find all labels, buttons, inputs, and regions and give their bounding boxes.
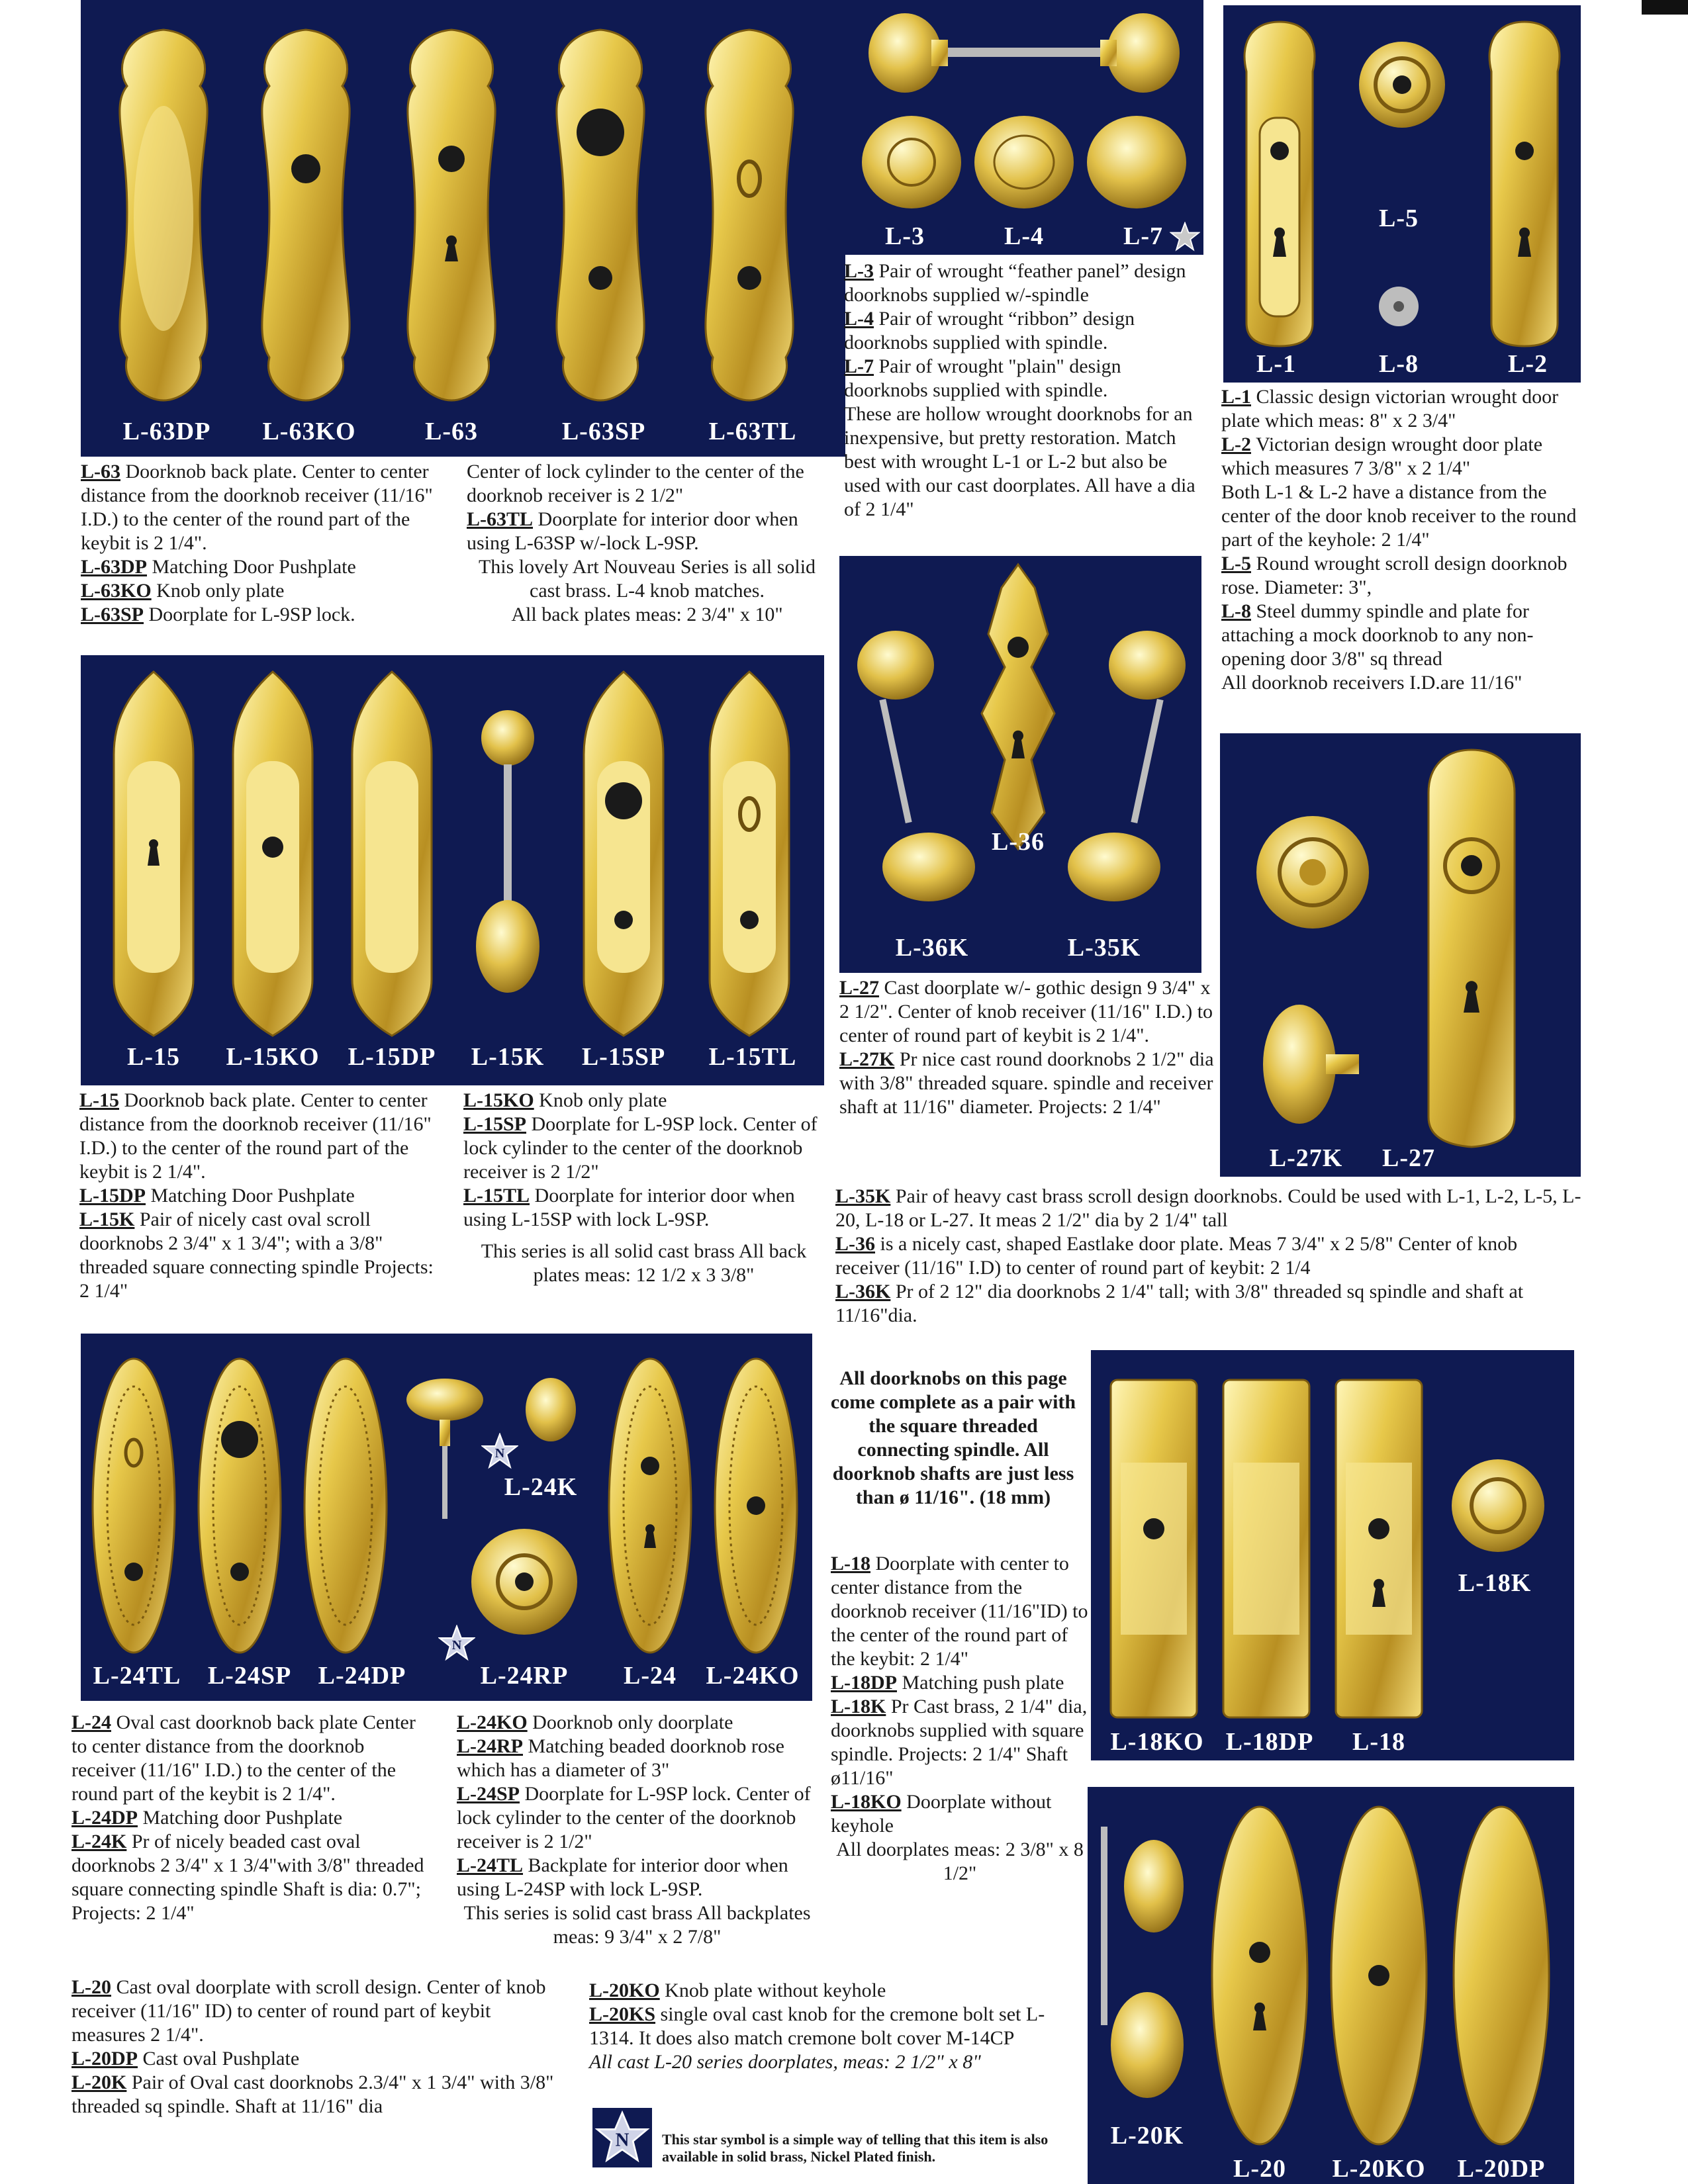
label-l8: L-8 [1221,600,1251,622]
desc-l15sp: Doorplate for L-9SP lock. Center of lock cylinder to the center of the doorknob receiver is 2 1/2" [463,1113,818,1183]
desc-l24rp: Matching beaded doorknob rose which has a diameter of 3" [457,1735,784,1781]
caption-l20ko: L-20KO [1332,2155,1426,2183]
desc-l2: Victorian design wrought door plate which measures 7 3/8" x 2 1/4" [1221,433,1543,479]
label-l24tl: L-24TL [457,1854,524,1876]
label-l18k: L-18K [831,1696,886,1717]
caption-l27k: L-27K [1269,1144,1343,1172]
product-photo-l27 [1220,733,1581,1177]
plate-l20 [1207,1800,1313,2151]
caption-l36: L-36 [992,828,1045,856]
caption-l15ko: L-15KO [226,1043,320,1071]
caption-l3: L-3 [885,222,925,250]
desc-receivers: All doorknob receivers I.D.are 11/16" [1221,672,1523,694]
knob-l4 [971,113,1077,212]
label-l18dp: L-18DP [831,1672,897,1694]
rose-l24rp [468,1525,581,1638]
label-l27: L-27 [839,977,879,999]
desc-l15: Doorknob back plate. Center to center distance from the doorknob receiver (11/16" I.D.) to the center of the round part of the keybit is 2 1/4". [79,1089,432,1183]
desc-l20: Cast oval doorplate with scroll design. Center of knob receiver (11/16" ID) to center of round part of keybit measures 2 1/4". [71,1976,546,2046]
text-l20-left [71,1976,555,2118]
desc-l15ko: Knob only plate [534,1089,667,1111]
plate-l15tl [696,668,802,1039]
desc-l20ko: Knob plate without keyhole [659,1979,886,2001]
product-photo-l15 [81,655,824,1085]
caption-l18k: L-18K [1458,1569,1532,1597]
desc-l24k: Pr of nicely beaded cast oval doorknobs 2 3/4" x 1 3/4"with 3/8" threaded square connecting spindle Shaft is dia: 0.7"; Projects: 2 1/4" [71,1831,424,1924]
plate-l15 [101,668,207,1039]
desc-l18: Doorplate with center to center distance from the doorknob receiver (11/16"ID) to the center of the round part of the keybit: 2 1/4" [831,1553,1088,1670]
desc-l24tl: Backplate for interior door when using L-24SP with lock L-9SP. [457,1854,788,1900]
caption-l15sp: L-15SP [581,1043,666,1071]
corner-mark [1642,0,1688,15]
caption-l15tl: L-15TL [708,1043,797,1071]
desc-l3: Pair of wrought “feather panel” design doorknobs supplied w/-spindle [844,260,1186,306]
caption-l1: L-1 [1256,350,1296,378]
text-l63-right [467,460,827,627]
knob-l24k-face [518,1373,584,1446]
text-l35-l36 [835,1185,1583,1328]
doorknob-notice: All doorknobs on this page come complete as a pair with the square threaded connecting spindle. All doorknob shafts are just less than ø 11/16". (18 mm) [830,1367,1076,1508]
label-l63sp: L-63SP [81,604,144,625]
knob-l24k [405,1373,485,1532]
desc-l15-series: This series is all solid cast brass All back plates meas: 12 1/2 x 3 3/8" [481,1240,807,1286]
desc-l27k: Pr nice cast round doorknobs 2 1/2" dia with 3/8" threaded square. spindle and receiver shaft at 11/16" diameter. Projects: 2 1/4" [839,1048,1214,1118]
label-l20k: L-20K [71,2071,127,2093]
plate-l20dp [1448,1800,1554,2151]
label-l15ko: L-15KO [463,1089,534,1111]
caption-l27: L-27 [1382,1144,1435,1172]
desc-l18ko: Doorplate without keyhole [831,1791,1052,1837]
desc-l63sp-center: Center of lock cylinder to the center of the doorknob receiver is 2 1/2" [467,461,804,506]
star-letter: N [451,1637,462,1653]
caption-l20k: L-20K [1110,2122,1184,2150]
nickel-star-icon [438,1625,475,1662]
plate-l27 [1412,747,1531,1150]
plate-l18 [1329,1377,1429,1721]
plate-l63dp [107,26,220,404]
desc-l20k: Pair of Oval cast doorknobs 2.3/4" x 1 3/4" with 3/8" threaded sq spindle. Shaft at 11/16" dia [71,2071,554,2117]
plate-l15dp [339,668,445,1039]
spindle-plate-l8 [1376,283,1422,330]
caption-l15k: L-15K [471,1043,545,1071]
caption-l63sp: L-63SP [561,418,646,445]
desc-l20dp: Cast oval Pushplate [138,2048,300,2070]
desc-l24-series: This series is solid cast brass All backplates meas: 9 3/4" x 2 7/8" [463,1902,811,1948]
label-l18: L-18 [831,1553,870,1574]
label-l27k: L-27K [839,1048,895,1070]
knob-l7 [1084,113,1190,212]
label-l15sp: L-15SP [463,1113,527,1135]
plate-l63tl [693,26,806,404]
text-l27 [839,976,1217,1119]
caption-l24tl: L-24TL [93,1662,181,1690]
plate-l15ko [220,668,326,1039]
plate-l24tl [87,1353,180,1658]
label-l63tl: L-63TL [467,508,534,530]
caption-l20dp: L-20DP [1457,2155,1546,2183]
desc-l36k: Pr of 2 12" dia doorknobs 2 1/4" tall; with 3/8" threaded sq spindle and shaft at 11/16"dia. [835,1281,1524,1326]
label-l15dp: L-15DP [79,1185,146,1206]
desc-l63-meas: All back plates meas: 2 3/4" x 10" [511,604,783,625]
caption-l15dp: L-15DP [348,1043,436,1071]
knob-l27k-face [1253,813,1372,932]
text-l18 [831,1552,1089,1886]
caption-l5: L-5 [1379,205,1419,232]
caption-l36k: L-36K [895,934,969,962]
knob-pair-with-spindle [859,7,1190,99]
text-l24-left [71,1711,429,1925]
desc-l20-meas: All cast L-20 series doorplates, meas: 2 1/2" x 8" [589,2051,981,2073]
plate-l18dp [1217,1377,1316,1721]
plate-l24ko [710,1353,802,1658]
plate-l15sp [571,668,677,1039]
knob-l15k [471,708,544,1026]
plate-l24 [604,1353,696,1658]
label-l24: L-24 [71,1711,111,1733]
desc-l1: Classic design victorian wrought door plate which meas: 8" x 2 3/4" [1221,386,1559,432]
label-l36: L-36 [835,1233,875,1255]
plate-l24dp [299,1353,392,1658]
caption-l15: L-15 [127,1043,180,1071]
text-l15-left [79,1089,437,1303]
text-l3 [844,259,1208,522]
caption-l24rp: L-24RP [480,1662,569,1690]
plate-l24sp [193,1353,286,1658]
desc-l4: Pair of wrought “ribbon” design doorknobs supplied with spindle. [844,308,1135,353]
desc-l7: Pair of wrought "plain" design doorknobs supplied with spindle. [844,355,1121,401]
caption-l2: L-2 [1508,350,1548,378]
label-l20ko: L-20KO [589,1979,660,2001]
caption-l18ko: L-18KO [1110,1728,1204,1756]
desc-l24dp: Matching door Pushplate [138,1807,343,1829]
label-l1: L-1 [1221,386,1251,408]
label-l24rp: L-24RP [457,1735,523,1757]
desc-l15tl: Doorplate for interior door when using L-15SP with lock L-9SP. [463,1185,795,1230]
label-l18ko: L-18KO [831,1791,902,1813]
product-photo-l24 [81,1334,812,1701]
caption-l63ko: L-63KO [262,418,356,445]
desc-l15dp: Matching Door Pushplate [146,1185,355,1206]
label-l63dp: L-63DP [81,556,147,578]
desc-l24: Oval cast doorknob back plate Center to center distance from the doorknob receiver (11/16" I.D.) to the center of the round part of the keybit is 2 1/4". [71,1711,416,1805]
product-photo-l36 [839,556,1201,973]
caption-l18dp: L-18DP [1225,1728,1314,1756]
label-l24k: L-24K [71,1831,127,1852]
label-l15tl: L-15TL [463,1185,530,1206]
desc-l27: Cast doorplate w/- gothic design 9 3/4" x 2 1/2". Center of knob receiver (11/16" I.D.) to center of round part of keybit is 2 1/4". [839,977,1213,1046]
product-photo-l18 [1091,1350,1574,1760]
desc-l36: is a nicely cast, shaped Eastlake door plate. Meas 7 3/4" x 2 5/8" Center of knob receiver (11/16" I.D) to center of round part of keybit: 2 1/4 [835,1233,1518,1279]
label-l24ko: L-24KO [457,1711,528,1733]
desc-l18k: Pr Cast brass, 2 1/4" dia, doorknobs supplied with square spindle. Projects: 2 1/4" Shaft ø11/16" [831,1696,1088,1789]
plate-l20ko [1326,1800,1432,2151]
label-l2: L-2 [1221,433,1251,455]
desc-l35k: Pair of heavy cast brass scroll design doorknobs. Could be used with L-1, L-2, L-5, L-20, L-18 or L-27. It meas 2 1/2" dia by 2 1/4" tall [835,1185,1581,1231]
label-l20: L-20 [71,1976,111,1998]
label-l63ko: L-63KO [81,580,152,602]
desc-l63ko: Knob only plate [151,580,285,602]
knob-l27k-side [1260,998,1366,1130]
label-l24dp: L-24DP [71,1807,138,1829]
plate-l63sp [544,26,657,404]
desc-l63-series: This lovely Art Nouveau Series is all solid cast brass. L-4 knob matches. [478,556,816,602]
product-photo-l3 [845,0,1203,255]
caption-l63: L-63 [425,418,478,445]
product-photo-l63 [81,0,845,457]
caption-l63tl: L-63TL [708,418,797,445]
caption-l4: L-4 [1004,222,1044,250]
label-l7: L-7 [844,355,874,377]
caption-l20: L-20 [1233,2155,1286,2183]
label-l4: L-4 [844,308,874,330]
caption-l24k: L-24K [504,1473,578,1501]
star-letter: N [494,1445,505,1461]
caption-l18: L-18 [1352,1728,1405,1756]
desc-l18dp: Matching push plate [897,1672,1064,1694]
knob-l20k [1094,1827,1194,2131]
label-l15k: L-15K [79,1208,135,1230]
product-photo-l20 [1088,1787,1574,2184]
desc-l15k: Pair of nicely cast oval scroll doorknobs 2 3/4" x 1 3/4"; with a 3/8" threaded square connecting spindle Projects: 2 1/4" [79,1208,434,1302]
caption-l24dp: L-24DP [318,1662,406,1690]
nickel-star-icon [481,1433,518,1470]
desc-l63sp: Doorplate for L-9SP lock. [144,604,355,625]
plate-l2 [1481,19,1568,349]
label-l24sp: L-24SP [457,1783,520,1805]
text-l24-right [457,1711,818,1949]
star-legend: This star symbol is a simple way of telling that this item is also available in solid brass, Nickel Plated finish. [662,2131,1049,2165]
plate-l63ko [250,26,362,404]
desc-l5: Round wrought scroll design doorknob rose. Diameter: 3", [1221,553,1568,598]
text-l63-left [81,460,438,627]
label-l63: L-63 [81,461,120,482]
caption-l24ko: L-24KO [706,1662,800,1690]
star-letter: N [615,2129,630,2151]
desc-l18-meas: All doorplates meas: 2 3/8" x 8 1/2" [836,1839,1084,1884]
desc-l24ko: Doorknob only doorplate [527,1711,733,1733]
plate-l63 [395,26,508,404]
label-l35k: L-35K [835,1185,891,1207]
label-l5: L-5 [1221,553,1251,574]
desc-l3-series: These are hollow wrought doorknobs for an inexpensive, but pretty restoration. Match best with wrought L-1 or L-2 but also be used with our cast doorplates. All have a dia of 2 1/4" [844,403,1196,520]
caption-l7: L-7 [1123,222,1163,250]
caption-l35k: L-35K [1067,934,1141,962]
plate-l18ko [1104,1377,1203,1721]
nickel-star-icon [592,2108,652,2167]
text-l15-right [463,1089,824,1287]
knob-l18k [1448,1456,1548,1555]
product-photo-l1 [1223,5,1581,383]
knob-l3 [859,113,964,212]
desc-l63: Doorknob back plate. Center to center distance from the doorknob receiver (11/16" I.D.) to the center of the round part of the keybit is 2 1/4". [81,461,433,554]
plate-l1 [1237,19,1323,349]
caption-l24sp: L-24SP [207,1662,292,1690]
desc-l24sp: Doorplate for L-9SP lock. Center of lock cylinder to the center of the doorknob receiver is 2 1/2" [457,1783,811,1852]
label-l20dp: L-20DP [71,2048,138,2070]
caption-l63dp: L-63DP [122,418,211,445]
knob-l35k [1058,629,1190,913]
label-l36k: L-36K [835,1281,891,1302]
desc-l63tl: Doorplate for interior door when using L-63SP w/-lock L-9SP. [467,508,798,554]
desc-l8: Steel dummy spindle and plate for attaching a mock doorknob to any non-opening door 3/8" sq thread [1221,600,1534,670]
label-l20ks: L-20KS [589,2003,656,2025]
label-l3: L-3 [844,260,874,282]
rose-l5 [1356,38,1448,131]
text-l20-right [589,1979,1086,2074]
nickel-star-icon [1170,222,1200,252]
label-l15: L-15 [79,1089,119,1111]
caption-l24: L-24 [624,1662,677,1690]
desc-l1-l2-distance: Both L-1 & L-2 have a distance from the center of the door knob receiver to the round part of the keyhole: 2 1/4" [1221,481,1577,551]
caption-l8: L-8 [1379,350,1419,378]
text-l1 [1221,385,1589,695]
desc-l63dp: Matching Door Pushplate [147,556,356,578]
desc-l20ks: single oval cast knob for the cremone bolt set L-1314. It does also match cremone bolt cover M-14CP [589,2003,1045,2049]
